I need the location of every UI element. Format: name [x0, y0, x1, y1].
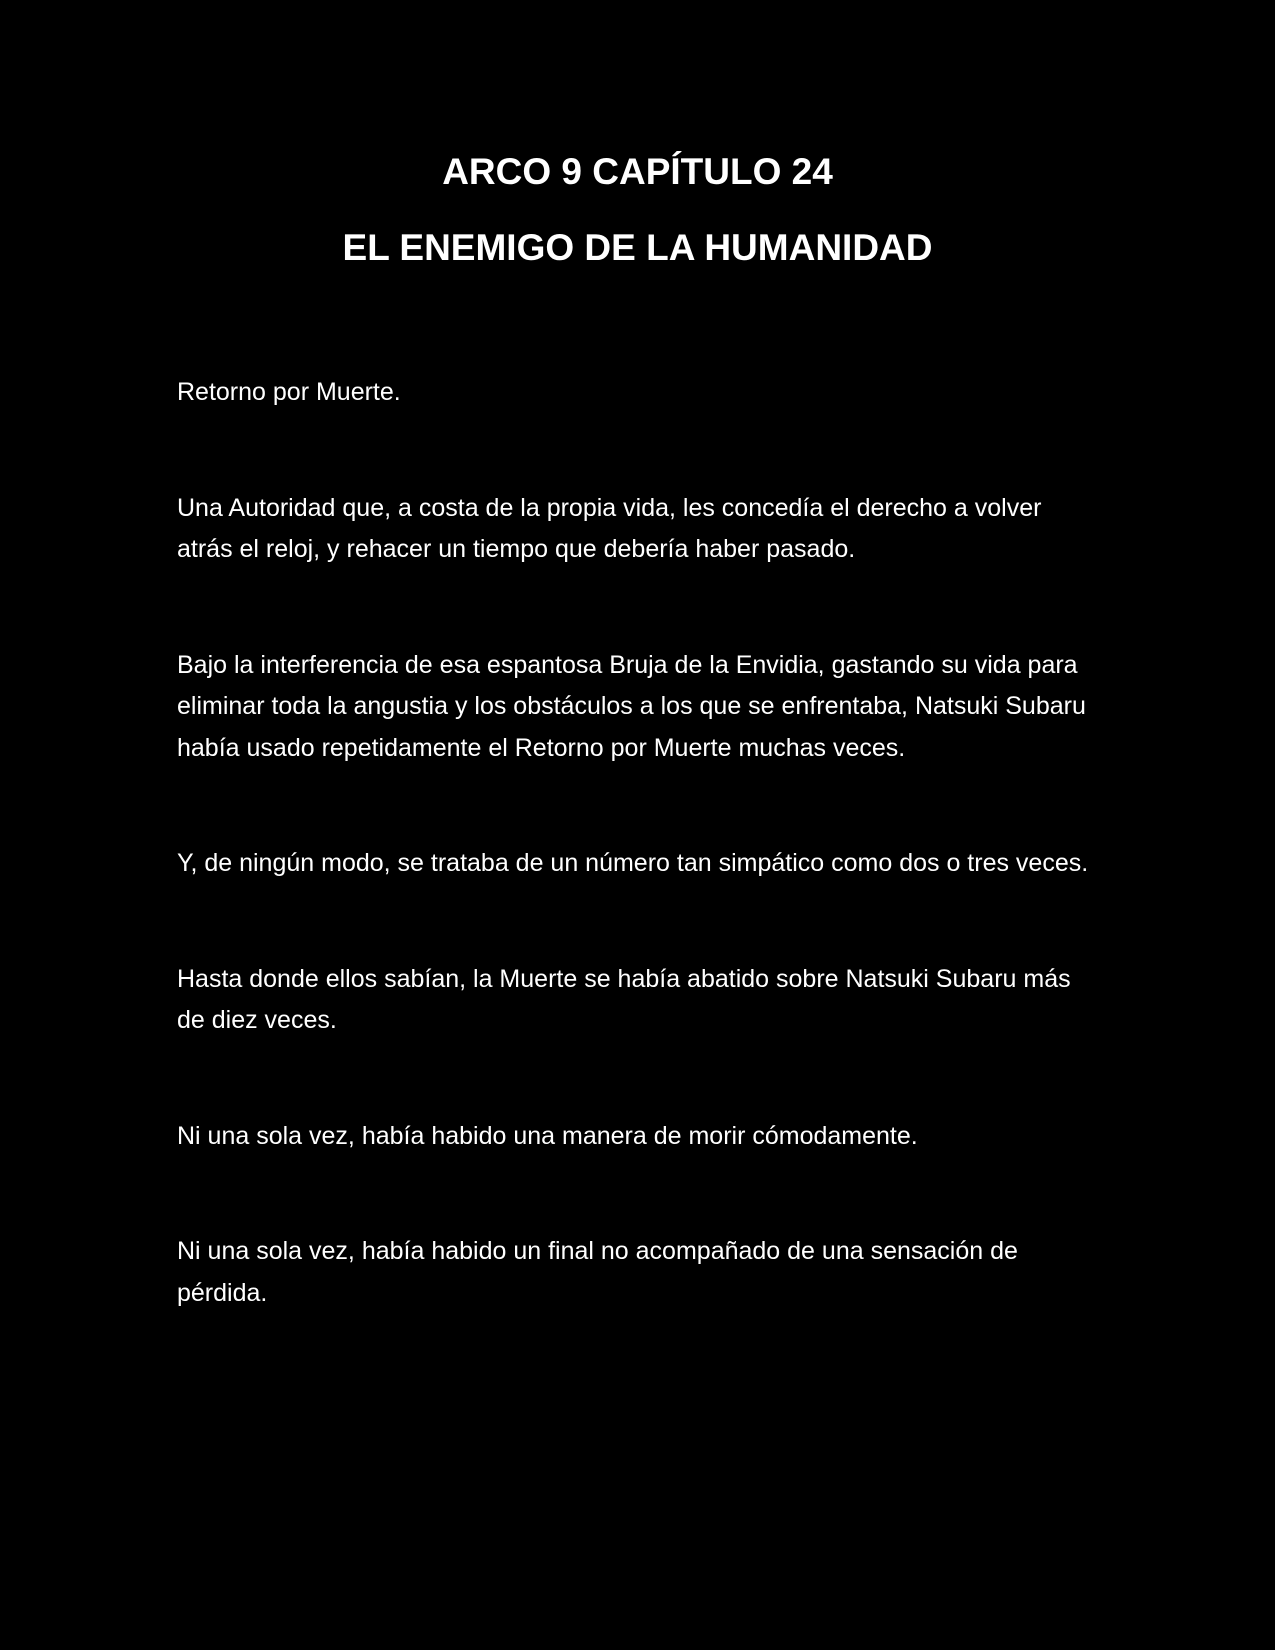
paragraph: Bajo la interferencia de esa espantosa Bruja de la Envidia, gastando su vida para eliminar toda la angustia y los obstáculos a los que se enfrentaba, Natsuki Subaru había usado repetidamente el Retorno por Muerte muchas veces.: [177, 650, 1086, 762]
chapter-title: ARCO 9 CAPÍTULO 24: [442, 151, 833, 192]
paragraph: Hasta donde ellos sabían, la Muerte se había abatido sobre Natsuki Subaru más de diez veces.: [177, 964, 1071, 1034]
chapter-body: [177, 372, 1097, 1388]
paragraph: Una Autoridad que, a costa de la propia vida, les concedía el derecho a volver atrás el reloj, y rehacer un tiempo que debería haber pasado.: [177, 493, 1042, 563]
paragraph: Ni una sola vez, había habido una manera de morir cómodamente.: [177, 1121, 918, 1150]
chapter-subtitle: EL ENEMIGO DE LA HUMANIDAD: [342, 227, 933, 268]
paragraph: Y, de ningún modo, se trataba de un número tan simpático como dos o tres veces.: [177, 849, 1089, 877]
paragraph: Ni una sola vez, había habido un final no acompañado de una sensación de pérdida.: [177, 1237, 1018, 1307]
paragraph: Retorno por Muerte.: [177, 378, 401, 406]
